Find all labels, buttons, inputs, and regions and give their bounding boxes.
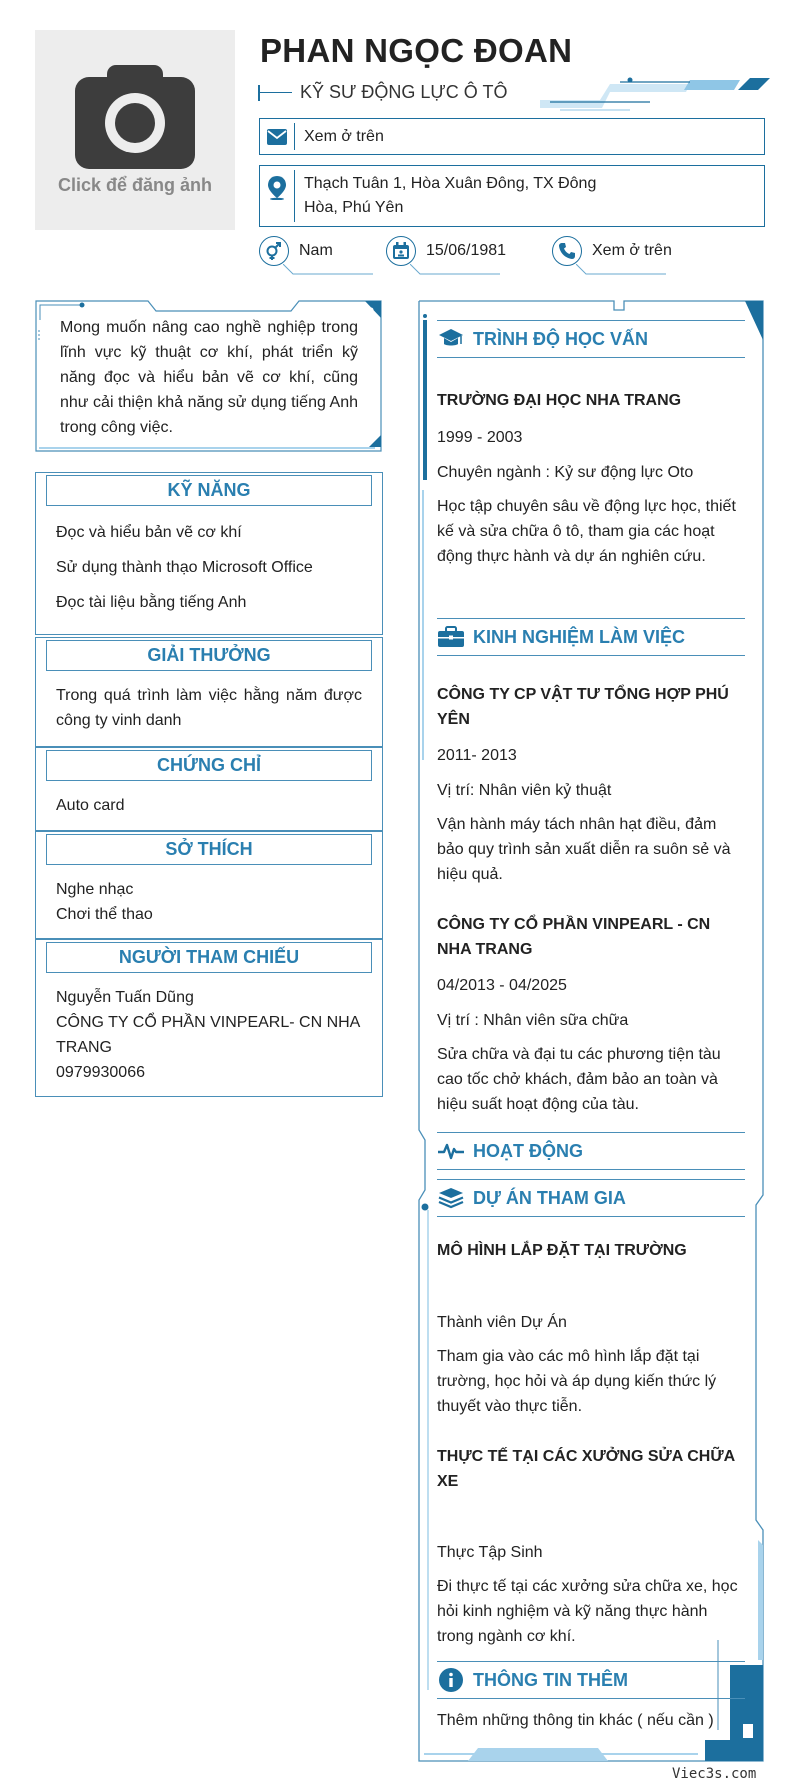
phone-underline-decoration <box>576 264 666 276</box>
gender-value: Nam <box>299 242 333 259</box>
watermark: Viec3s.com <box>672 1766 757 1782</box>
email-field[interactable] <box>259 118 765 155</box>
education-major: Chuyên ngành : Kỷ sư động lực Oto <box>437 464 694 481</box>
projects-heading[interactable] <box>437 1179 745 1217</box>
job-title[interactable]: KỸ SƯ ĐỘNG LỰC Ô TÔ <box>300 82 508 102</box>
envelope-icon-box <box>260 123 295 150</box>
hobby-item: Chơi thể thao <box>56 906 153 923</box>
project-role: Thành viên Dự Án <box>437 1314 567 1331</box>
job-position: Vị trí : Nhân viên sữa chữa <box>437 1012 629 1029</box>
awards-heading: GIẢI THƯỞNG <box>46 640 372 671</box>
hobbies-section[interactable] <box>35 831 383 939</box>
hobby-item: Nghe nhạc <box>56 881 134 898</box>
extra-info-text: Thêm những thông tin khác ( nếu cần ) <box>437 1712 714 1729</box>
awards-text: Trong quá trình làm việc hằng năm được công ty vinh danh <box>56 687 362 729</box>
briefcase-icon <box>438 626 464 648</box>
references-heading: NGƯỜI THAM CHIẾU <box>46 942 372 973</box>
activities-title: HOẠT ĐỘNG <box>473 1140 583 1161</box>
job-description: Vận hành máy tách nhân hạt điều, đảm bảo quy trình sản xuất diễn ra suôn sẻ và hiệu quả. <box>437 816 731 883</box>
gender-icon-circle <box>259 236 289 266</box>
email-value: Xem ở trên <box>304 128 384 145</box>
birthday-field[interactable] <box>386 236 506 266</box>
activities-heading[interactable] <box>437 1132 745 1170</box>
calendar-icon <box>392 242 410 260</box>
reference-name: Nguyễn Tuấn Dũng <box>56 989 194 1006</box>
objective-text: Mong muốn nâng cao nghề nghiệp trong lĩnh vực kỹ thuật cơ khí, phát triển kỹ năng đọc và hiểu bản vẽ cơ khí, cũng như cải thiện khả năng sử dụng tiếng Anh trong công việc. <box>60 319 358 436</box>
graduation-cap-icon <box>438 328 464 350</box>
education-school: TRƯỜNG ĐẠI HỌC NHA TRANG <box>437 392 682 409</box>
info-icon <box>438 1667 464 1693</box>
gender-field[interactable] <box>259 236 333 266</box>
education-description: Học tập chuyên sâu về động lực học, thiết kế và sửa chữa ô tô, tham gia các hoạt động thực hành và dự án nghiên cứu. <box>437 498 736 565</box>
reference-company: CÔNG TY CỔ PHẦN VINPEARL- CN NHA TRANG <box>56 1014 360 1056</box>
layers-icon <box>438 1187 464 1209</box>
address-field[interactable] <box>259 165 765 227</box>
address-line-1: Thạch Tuân 1, Hòa Xuân Đông, TX Đông <box>304 175 597 192</box>
phone-icon <box>558 242 576 260</box>
projects-title: DỰ ÁN THAM GIA <box>473 1187 626 1208</box>
job-period: 2011- 2013 <box>437 747 517 764</box>
experience-heading[interactable] <box>437 618 745 656</box>
objective-section[interactable] <box>35 300 383 453</box>
certificate-item: Auto card <box>56 797 125 814</box>
project-description: Đi thực tế tại các xưởng sửa chữa xe, học hỏi kinh nghiệm và kỹ năng thực hành trong ngành cơ khí. <box>437 1578 738 1645</box>
birthday-icon-circle <box>386 236 416 266</box>
candidate-name[interactable]: PHAN NGỌC ĐOAN <box>260 32 573 69</box>
job-title-row <box>258 82 507 103</box>
project-name: THỰC TẾ TẠI CÁC XƯỞNG SỬA CHỮA XE <box>437 1448 735 1490</box>
awards-section[interactable] <box>35 637 383 747</box>
phone-value: Xem ở trên <box>592 242 672 259</box>
circuit-decoration <box>540 72 770 118</box>
project-name: MÔ HÌNH LẮP ĐẶT TẠI TRƯỜNG <box>437 1242 687 1259</box>
job-description: Sửa chữa và đại tu các phương tiện tàu cao tốc chở khách, đảm bảo an toàn và hiệu suất hoạt động của tàu. <box>437 1046 721 1113</box>
location-icon-box <box>260 170 295 222</box>
education-period: 1999 - 2003 <box>437 429 523 446</box>
envelope-icon <box>267 129 287 145</box>
hobbies-heading: SỞ THÍCH <box>46 834 372 865</box>
phone-icon-circle <box>552 236 582 266</box>
job-company: CÔNG TY CỔ PHẦN VINPEARL - CN NHA TRANG <box>437 916 711 958</box>
pulse-icon <box>438 1141 464 1161</box>
location-pin-icon <box>267 176 287 200</box>
extra-info-heading[interactable] <box>437 1661 745 1699</box>
skill-item: Sử dụng thành thạo Microsoft Office <box>56 559 313 576</box>
title-tick-decoration <box>258 85 294 101</box>
skills-heading: KỸ NĂNG <box>46 475 372 506</box>
address-line-2: Hòa, Phú Yên <box>304 199 404 216</box>
gender-underline-decoration <box>283 264 373 276</box>
extra-info-title: THÔNG TIN THÊM <box>473 1669 628 1690</box>
job-position: Vị trí: Nhân viên kỷ thuật <box>437 782 612 799</box>
photo-caption: Click để đăng ảnh <box>57 174 213 195</box>
project-role: Thực Tập Sinh <box>437 1544 543 1561</box>
address-value <box>295 166 605 226</box>
experience-title: KINH NGHIỆM LÀM VIỆC <box>473 626 686 647</box>
birthday-value: 15/06/1981 <box>426 242 507 259</box>
avatar-upload[interactable] <box>35 30 235 230</box>
gender-icon <box>265 242 283 260</box>
certificates-heading: CHỨNG CHỈ <box>46 750 372 781</box>
birthday-underline-decoration <box>410 264 500 276</box>
job-company: CÔNG TY CP VẬT TƯ TỔNG HỢP PHÚ YÊN <box>437 686 729 728</box>
references-section[interactable] <box>35 939 383 1097</box>
certificates-section[interactable] <box>35 747 383 831</box>
skills-section[interactable] <box>35 472 383 635</box>
skill-item: Đọc tài liệu bằng tiếng Anh <box>56 594 247 611</box>
phone-field[interactable] <box>552 236 672 266</box>
project-description: Tham gia vào các mô hình lắp đặt tại trường, học hỏi và áp dụng kiến thức lý thuyết vào thực tiễn. <box>437 1348 717 1415</box>
job-period: 04/2013 - 04/2025 <box>437 977 567 994</box>
camera-icon <box>75 65 195 169</box>
reference-phone: 0979930066 <box>56 1064 145 1081</box>
education-title: TRÌNH ĐỘ HỌC VẤN <box>473 328 648 349</box>
education-heading[interactable] <box>437 320 745 358</box>
skill-item: Đọc và hiểu bản vẽ cơ khí <box>56 524 242 541</box>
